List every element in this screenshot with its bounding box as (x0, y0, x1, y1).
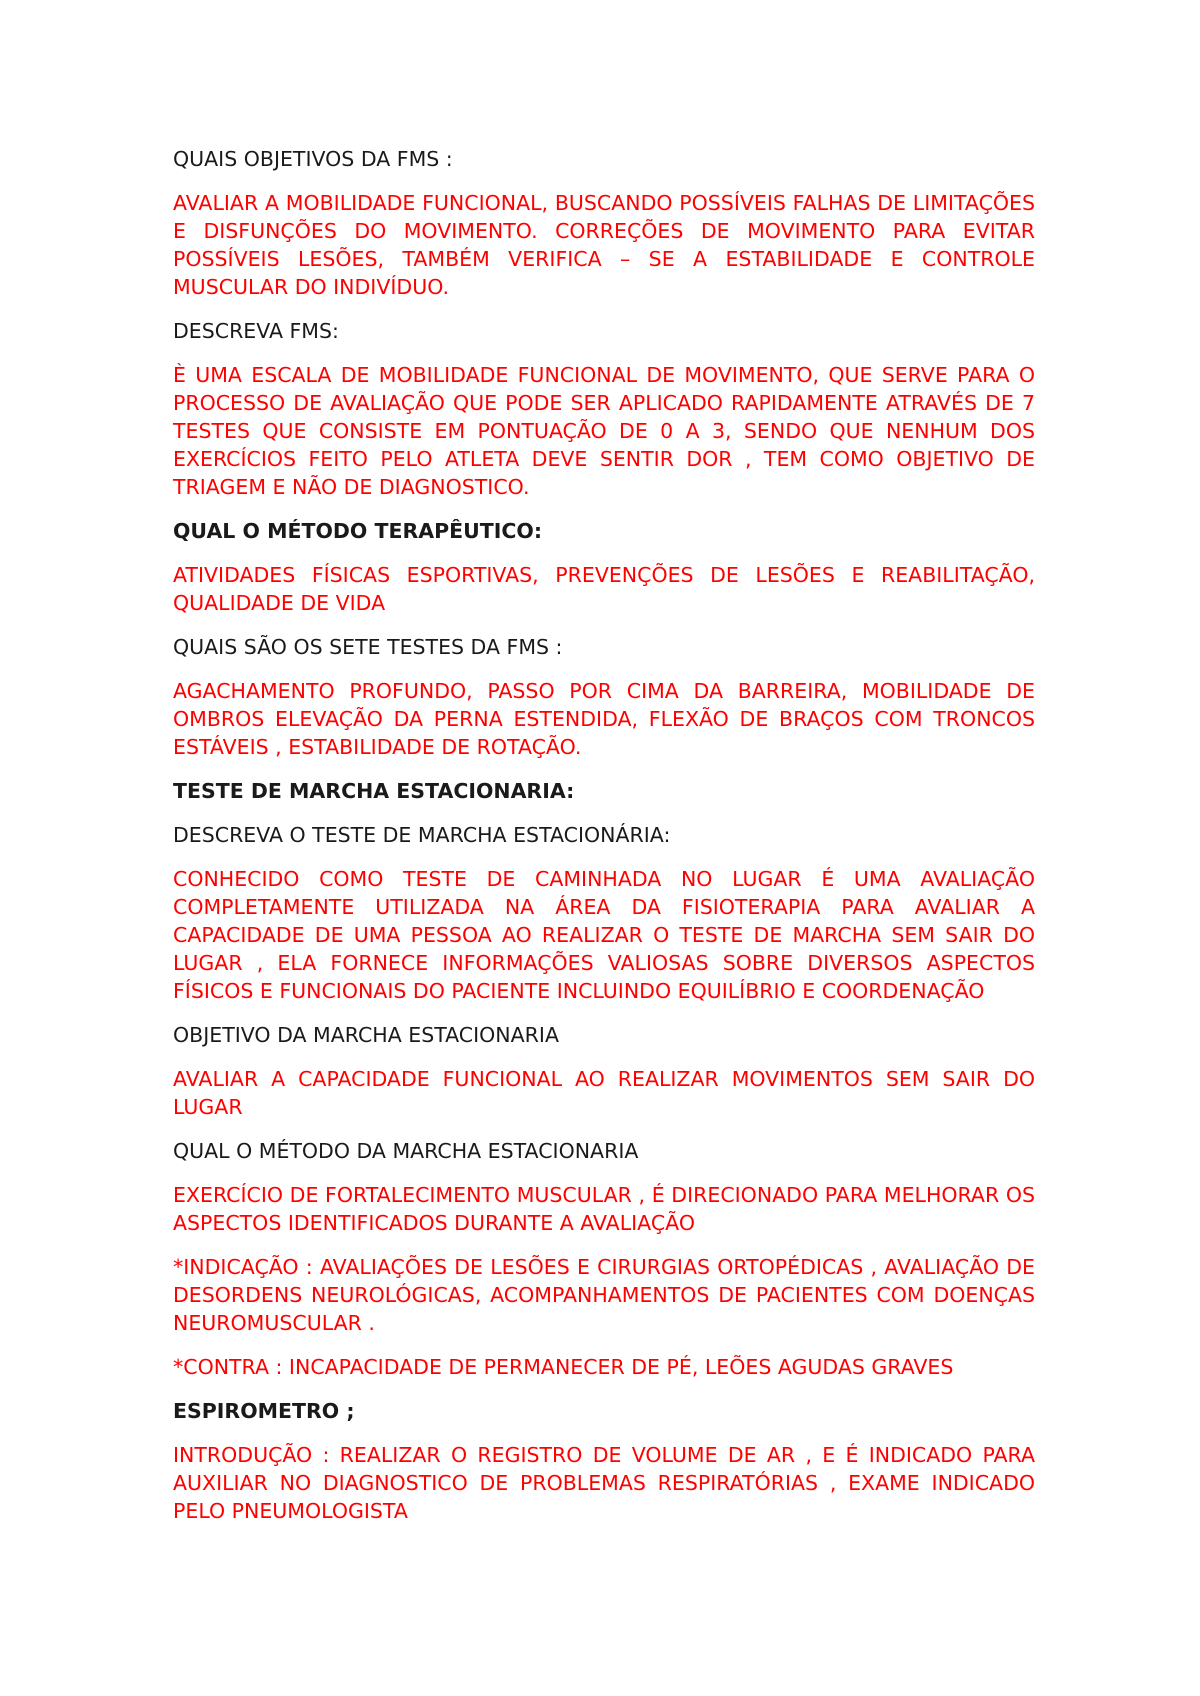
answer-spirometer-intro: INTRODUÇÃO : REALIZAR O REGISTRO DE VOLUME DE AR , E É INDICADO PARA AUXILIAR NO DIAGNOSTICO DE PROBLEMAS RESPIRATÓRIAS , EXAME INDICADO PELO PNEUMOLOGISTA (173, 1443, 1035, 1523)
heading-therapeutic-method: QUAL O MÉTODO TERAPÊUTICO: (173, 519, 543, 543)
answer-contraindication: *CONTRA : INCAPACIDADE DE PERMANECER DE PÉ, LEÕES AGUDAS GRAVES (173, 1355, 954, 1379)
answer-describe-fms: È UMA ESCALA DE MOBILIDADE FUNCIONAL DE MOVIMENTO, QUE SERVE PARA O PROCESSO DE AVALIAÇÃO QUE PODE SER APLICADO RAPIDAMENTE ATRAVÉS DE 7 TESTES QUE CONSISTE EM PONTUAÇÃO DE 0 A 3, SENDO QUE NENHUM DOS EXERCÍCIOS FEITO PELO ATLETA DEVE SENTIR DOR , TEM COMO OBJETIVO DE TRIAGEM E NÃO DE DIAGNOSTICO. (173, 363, 1035, 499)
question-march-objective: OBJETIVO DA MARCHA ESTACIONARIA (173, 1023, 559, 1047)
answer-seven-tests: AGACHAMENTO PROFUNDO, PASSO POR CIMA DA BARREIRA, MOBILIDADE DE OMBROS ELEVAÇÃO DA PERNA ESTENDIDA, FLEXÃO DE BRAÇOS COM TRONCOS ESTÁVEIS , ESTABILIDADE DE ROTAÇÃO. (173, 679, 1035, 759)
question-describe-march: DESCREVA O TESTE DE MARCHA ESTACIONÁRIA: (173, 823, 671, 847)
question-seven-tests: QUAIS SÃO OS SETE TESTES DA FMS : (173, 635, 563, 659)
question-describe-fms: DESCREVA FMS: (173, 319, 339, 343)
question-march-method: QUAL O MÉTODO DA MARCHA ESTACIONARIA (173, 1139, 639, 1163)
heading-spirometer: ESPIROMETRO ; (173, 1399, 355, 1423)
heading-stationary-march: TESTE DE MARCHA ESTACIONARIA: (173, 779, 575, 803)
answer-march-objective: AVALIAR A CAPACIDADE FUNCIONAL AO REALIZAR MOVIMENTOS SEM SAIR DO LUGAR (173, 1067, 1035, 1119)
question-fms-objectives: QUAIS OBJETIVOS DA FMS : (173, 147, 453, 171)
answer-describe-march: CONHECIDO COMO TESTE DE CAMINHADA NO LUGAR É UMA AVALIAÇÃO COMPLETAMENTE UTILIZADA NA ÁREA DA FISIOTERAPIA PARA AVALIAR A CAPACIDADE DE UMA PESSOA AO REALIZAR O TESTE DE MARCHA SEM SAIR DO LUGAR , ELA FORNECE INFORMAÇÕES VALIOSAS SOBRE DIVERSOS ASPECTOS FÍSICOS E FUNCIONAIS DO PACIENTE INCLUINDO EQUILÍBRIO E COORDENAÇÃO (173, 867, 1035, 1003)
answer-therapeutic-method: ATIVIDADES FÍSICAS ESPORTIVAS, PREVENÇÕES DE LESÕES E REABILITAÇÃO, QUALIDADE DE VIDA (173, 563, 1035, 615)
document-body (173, 145, 1035, 1541)
answer-indication: *INDICAÇÃO : AVALIAÇÕES DE LESÕES E CIRURGIAS ORTOPÉDICAS , AVALIAÇÃO DE DESORDENS NEUROLÓGICAS, ACOMPANHAMENTOS DE PACIENTES COM DOENÇAS NEUROMUSCULAR . (173, 1255, 1035, 1335)
answer-march-method: EXERCÍCIO DE FORTALECIMENTO MUSCULAR , É DIRECIONADO PARA MELHORAR OS ASPECTOS IDENTIFICADOS DURANTE A AVALIAÇÃO (173, 1183, 1035, 1235)
answer-fms-objectives: AVALIAR A MOBILIDADE FUNCIONAL, BUSCANDO POSSÍVEIS FALHAS DE LIMITAÇÕES E DISFUNÇÕES DO MOVIMENTO. CORREÇÕES DE MOVIMENTO PARA EVITAR POSSÍVEIS LESÕES, TAMBÉM VERIFICA – SE A ESTABILIDADE E CONTROLE MUSCULAR DO INDIVÍDUO. (173, 191, 1035, 299)
